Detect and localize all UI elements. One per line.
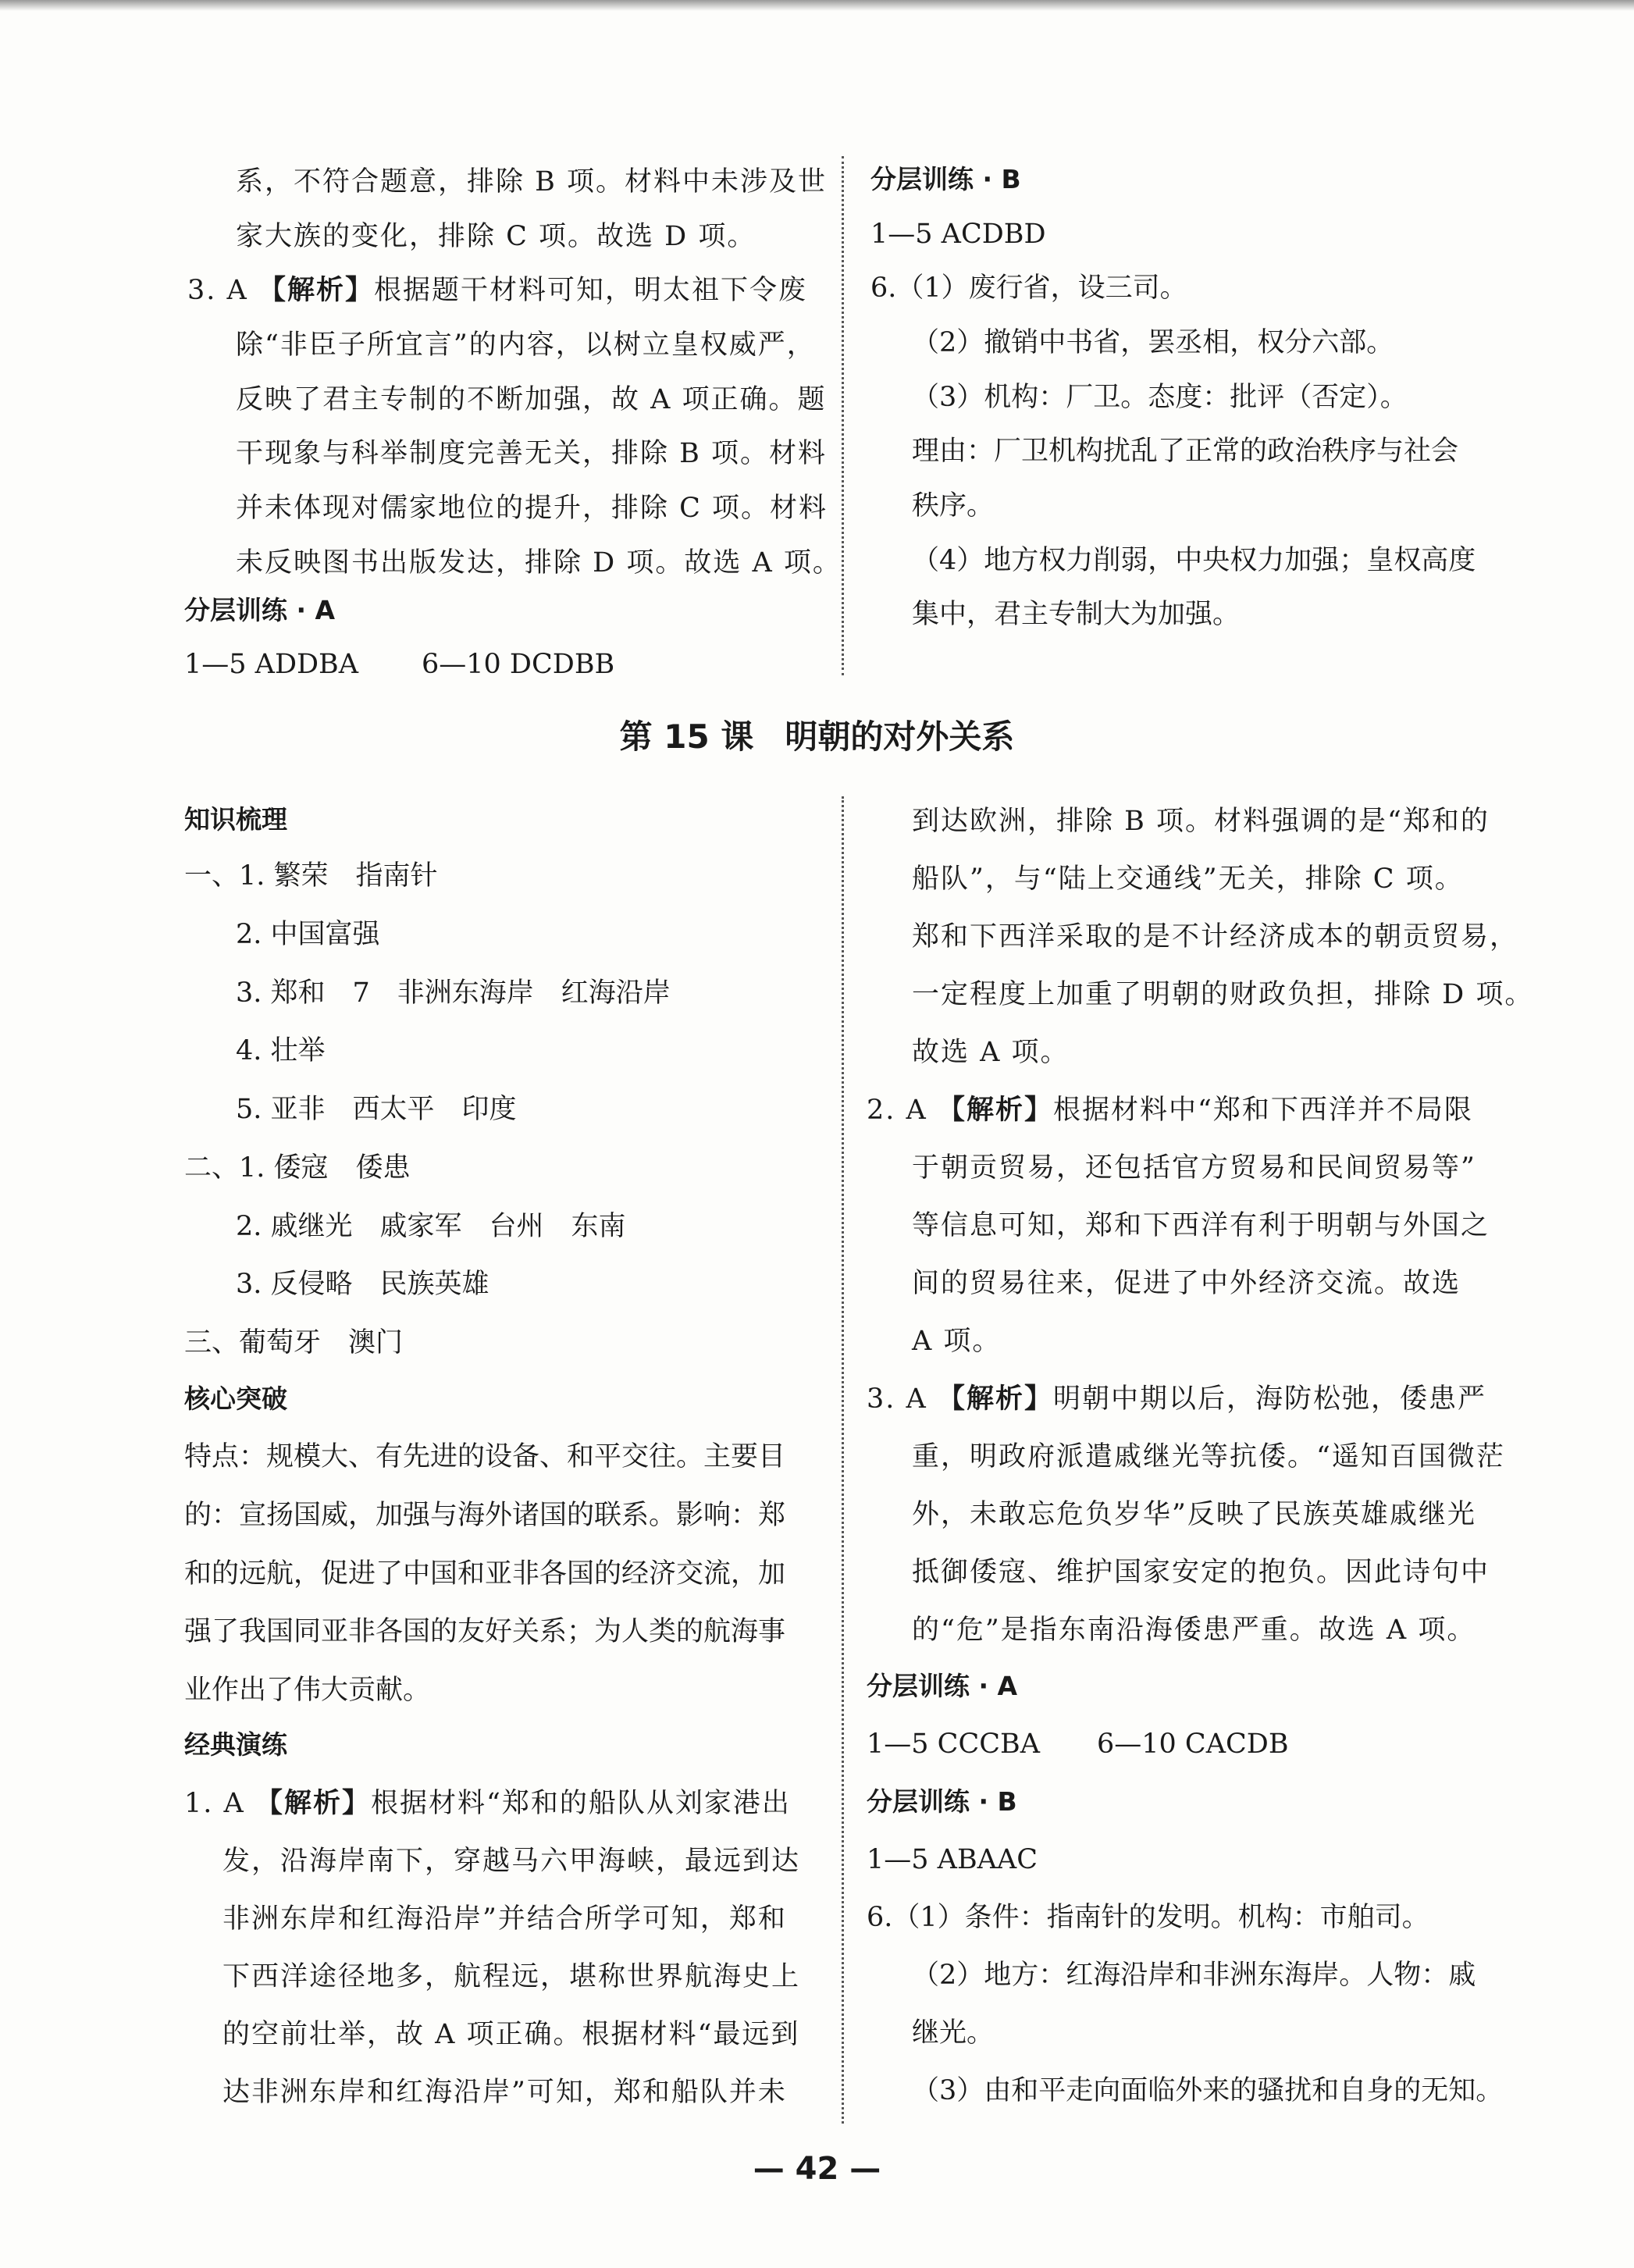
answer-line: 6—10 CACDB <box>1097 1729 1289 1760</box>
answer-line: 6—10 DCDBB <box>422 649 615 680</box>
answer-line: 理由：厂卫机构扰乱了正常的政治秩序与社会 <box>912 436 1459 467</box>
analysis-text: 根据材料“郑和的船队从刘家港出 <box>370 1788 791 1819</box>
answer-line: （2）地方：红海沿岸和非洲东海岸。人物：戚 <box>912 1960 1476 1991</box>
knowledge-item: 一、1. 繁荣 指南针 <box>184 860 438 892</box>
question-number: 2. A <box>867 1095 927 1126</box>
answer-line: 1—5 ACDBD <box>870 219 1046 250</box>
text-line: 强了我国同亚非各国的友好关系；为人类的航海事 <box>184 1616 786 1647</box>
page-number: — 42 — <box>753 2151 881 2187</box>
text-line: 到达欧洲，排除 B 项。材料强调的是“郑和的 <box>912 806 1490 837</box>
text-line: 除“非臣子所宜言”的内容，以树立皇权威严， <box>236 329 816 361</box>
question-number: 3. A <box>187 275 248 306</box>
page-top-edge <box>0 0 1634 11</box>
text-line: 故选 A 项。 <box>912 1037 1070 1068</box>
text-line: 并未体现对儒家地位的提升，排除 C 项。材料 <box>236 493 828 524</box>
text-line: 干现象与科举制度完善无关，排除 B 项。材料 <box>236 438 827 469</box>
analysis-text: 根据题干材料可知，明太祖下令废 <box>373 275 807 306</box>
answer-line: （4）地方权力削弱，中央权力加强；皇权高度 <box>912 545 1476 576</box>
text-line: 和的远航，促进了中国和亚非各国的经济交流，加 <box>184 1558 786 1590</box>
analysis-tag: 【解析】 <box>258 275 374 306</box>
text-line: 的：宣扬国威，加强与海外诸国的联系。影响：郑 <box>184 1500 786 1531</box>
column-divider <box>842 156 844 675</box>
section-heading-a: 分层训练 · A <box>184 595 336 625</box>
answer-line: 6.（1）废行省，设三司。 <box>870 272 1187 304</box>
analysis-tag: 【解析】 <box>255 1788 371 1819</box>
text-line: 特点：规模大、有先进的设备、和平交往。主要目 <box>184 1441 786 1472</box>
text-line: 重，明政府派遣戚继光等抗倭。“遥知百国微茫 <box>912 1441 1505 1472</box>
lesson-number: 第 15 课 <box>619 717 754 756</box>
knowledge-item: 3. 反侵略 民族英雄 <box>236 1269 489 1300</box>
analysis-tag: 【解析】 <box>937 1383 1053 1415</box>
knowledge-item: 二、1. 倭寇 倭患 <box>184 1152 411 1184</box>
text-line: 达非洲东岸和红海沿岸”可知，郑和船队并未 <box>222 2077 787 2108</box>
text-line: 发，沿海岸南下，穿越马六甲海峡，最远到达 <box>222 1846 801 1877</box>
answer-line: （3）机构：厂卫。态度：批评（否定）。 <box>912 382 1408 413</box>
answer-line: 继光。 <box>912 2017 995 2049</box>
lesson-title <box>0 717 1634 757</box>
lesson-name: 明朝的对外关系 <box>785 717 1015 756</box>
section-heading-knowledge: 知识梳理 <box>184 804 287 835</box>
text-line: 反映了君主专制的不断加强，故 A 项正确。题 <box>236 384 827 415</box>
text-line: 船队”，与“陆上交通线”无关，排除 C 项。 <box>912 863 1464 895</box>
text-line: 的“危”是指东南沿海倭患严重。故选 A 项。 <box>912 1615 1476 1646</box>
question-number: 1. A <box>184 1788 245 1819</box>
knowledge-item: 三、葡萄牙 澳门 <box>184 1327 404 1358</box>
answer-line: 集中，君主专制大为加强。 <box>912 599 1241 630</box>
answer-line: （2）撤销中书省，罢丞相，权分六部。 <box>912 327 1394 358</box>
column-divider <box>842 796 844 2124</box>
knowledge-item: 5. 亚非 西太平 印度 <box>236 1094 517 1125</box>
question-2-first-line <box>867 1095 1473 1126</box>
question-1-first-line <box>184 1788 791 1819</box>
question-3-first-line <box>187 275 807 306</box>
text-line: 业作出了伟大贡献。 <box>184 1675 431 1706</box>
text-line: 外，未敢忘危负岁华”反映了民族英雄戚继光 <box>912 1499 1476 1530</box>
analysis-tag: 【解析】 <box>937 1095 1053 1126</box>
answer-line: 秩序。 <box>912 490 995 522</box>
section-heading-b: 分层训练 · B <box>870 164 1021 194</box>
answer-line: 1—5 ABAAC <box>867 1844 1038 1875</box>
answer-line: （3）由和平走向面临外来的骚扰和自身的无知。 <box>912 2075 1504 2106</box>
text-line: A 项。 <box>912 1326 1002 1357</box>
question-3-first-line <box>867 1383 1486 1415</box>
answer-line: 1—5 CCCBA <box>867 1729 1040 1760</box>
answer-line: 1—5 ADDBA <box>184 649 359 680</box>
analysis-text: 明朝中期以后，海防松弛，倭患严 <box>1052 1383 1486 1415</box>
question-number: 3. A <box>867 1383 927 1415</box>
text-line: 一定程度上加重了明朝的财政负担，排除 D 项。 <box>912 979 1534 1010</box>
text-line: 下西洋途径地多，航程远，堪称世界航海史上 <box>222 1961 801 1992</box>
text-line: 等信息可知，郑和下西洋有利于明朝与外国之 <box>912 1210 1490 1241</box>
analysis-text: 根据材料中“郑和下西洋并不局限 <box>1052 1095 1473 1126</box>
section-heading-classic: 经典演练 <box>184 1729 287 1760</box>
text-line: 非洲东岸和红海沿岸”并结合所学可知，郑和 <box>222 1903 787 1935</box>
text-line: 于朝贡贸易，还包括官方贸易和民间贸易等” <box>912 1152 1476 1184</box>
knowledge-item: 3. 郑和 7 非洲东海岸 红海沿岸 <box>236 977 671 1009</box>
text-line: 未反映图书出版发达，排除 D 项。故选 A 项。 <box>236 547 842 579</box>
text-line: 抵御倭寇、维护国家安定的抱负。因此诗句中 <box>912 1557 1490 1588</box>
section-heading-b: 分层训练 · B <box>867 1786 1017 1817</box>
text-line: 郑和下西洋采取的是不计经济成本的朝贡贸易， <box>912 921 1519 952</box>
answer-line: 6.（1）条件：指南针的发明。机构：市舶司。 <box>867 1902 1429 1933</box>
text-line: 系，不符合题意，排除 B 项。材料中未涉及世 <box>236 166 827 198</box>
section-heading-a: 分层训练 · A <box>867 1671 1018 1701</box>
text-line: 家大族的变化，排除 C 项。故选 D 项。 <box>236 221 756 252</box>
knowledge-item: 2. 戚继光 戚家军 台州 东南 <box>236 1211 626 1242</box>
knowledge-item: 2. 中国富强 <box>236 919 380 950</box>
text-line: 间的贸易往来，促进了中外经济交流。故选 <box>912 1268 1461 1299</box>
section-heading-core: 核心突破 <box>184 1383 287 1414</box>
text-line: 的空前壮举，故 A 项正确。根据材料“最远到 <box>222 2019 800 2050</box>
knowledge-item: 4. 壮举 <box>236 1035 326 1066</box>
